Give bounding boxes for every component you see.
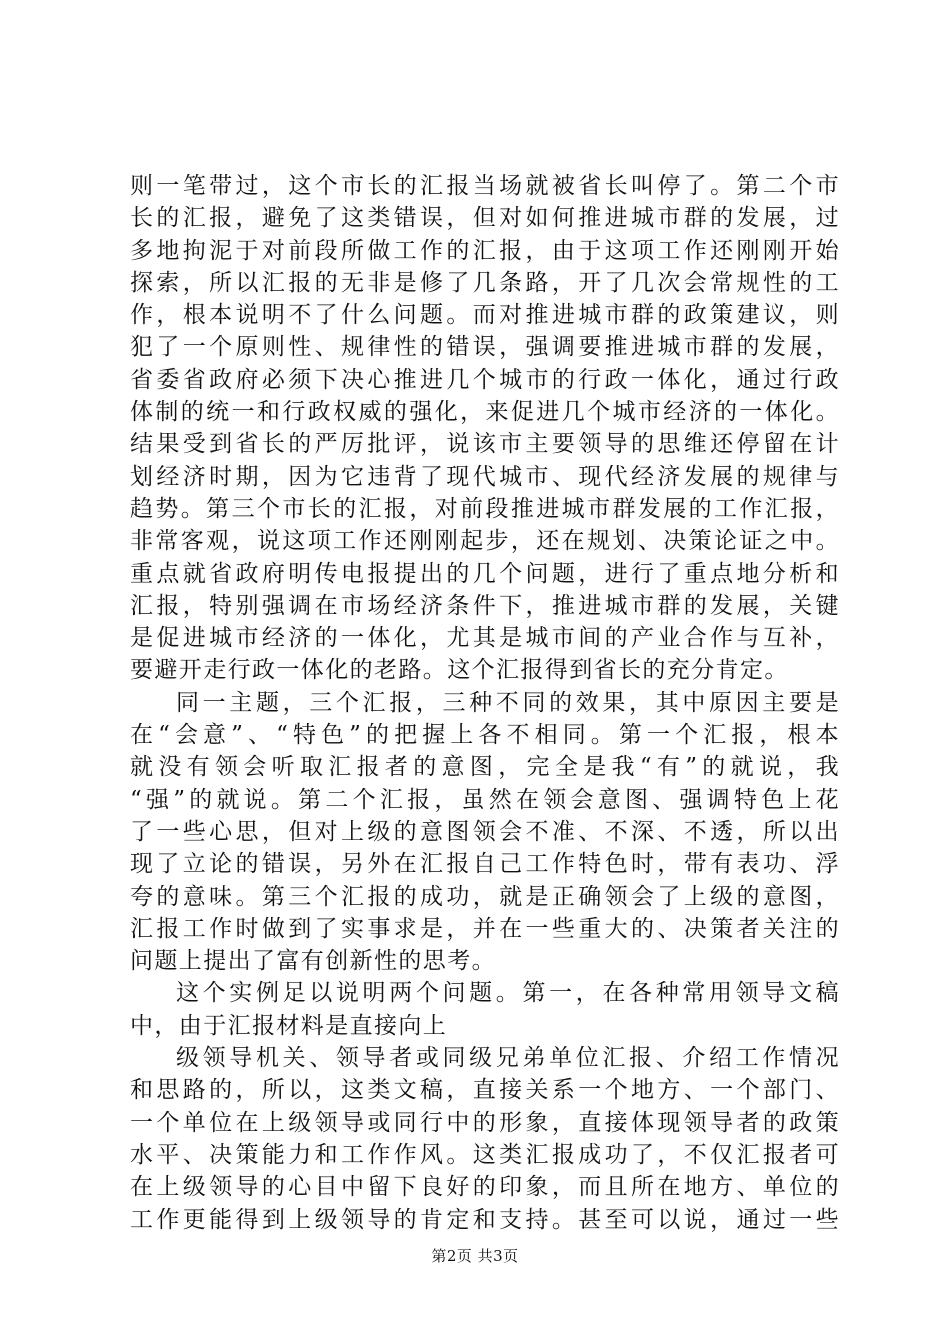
text-line: 要避开走行政一体化的老路。这个汇报得到省长的充分肯定。 <box>130 657 789 684</box>
text-line: 在“会意”、“特色”的把握上各不相同。第一个汇报，根本 <box>130 722 840 749</box>
text-line: 体制的统一和行政权威的强化，来促进几个城市经济的一体化。 <box>130 399 840 426</box>
text-line: 中，由于汇报材料是直接向上 <box>130 1012 448 1039</box>
text-line: 是促进城市经济的一体化，尤其是城市间的产业合作与互补， <box>130 625 840 652</box>
text-line: 水平、决策能力和工作作风。这类汇报成功了，不仅汇报者可 <box>130 1141 840 1168</box>
text-line: 这个实例足以说明两个问题。第一，在各种常用领导文稿 <box>176 980 840 1007</box>
text-line: 同一主题，三个汇报，三种不同的效果，其中原因主要是 <box>176 689 840 716</box>
text-line: 级领导机关、领导者或同级兄弟单位汇报、介绍工作情况 <box>176 1045 840 1072</box>
text-line: 和思路的，所以，这类文稿，直接关系一个地方、一个部门、 <box>130 1077 840 1104</box>
text-line: 一个单位在上级领导或同行中的形象，直接体现领导者的政策 <box>130 1109 840 1136</box>
text-line: 则一笔带过，这个市长的汇报当场就被省长叫停了。第二个市 <box>130 173 840 199</box>
text-line: 非常客观，说这项工作还刚刚起步，还在规划、决策论证之中。 <box>130 528 840 555</box>
text-line: 汇报，特别强调在市场经济条件下，推进城市群的发展，关键 <box>130 592 840 619</box>
text-line: 划经济时期，因为它违背了现代城市、现代经济发展的规律与 <box>130 463 840 490</box>
text-line: 了一些心思，但对上级的意图领会不准、不深、不透，所以出 <box>130 818 840 845</box>
text-line: 犯了一个原则性、规律性的错误，强调要推进城市群的发展， <box>130 334 840 361</box>
document-body <box>130 170 840 1236</box>
text-line: 问题上提出了富有创新性的思考。 <box>130 948 496 975</box>
text-line: “强”的就说。第二个汇报，虽然在领会意图、强调特色上花 <box>130 786 840 813</box>
text-line: 重点就省政府明传电报提出的几个问题，进行了重点地分析和 <box>130 560 840 587</box>
text-line: 作，根本说明不了什么问题。而对推进城市群的政策建议，则 <box>130 302 840 329</box>
text-line: 结果受到省长的严厉批评，说该市主要领导的思维还停留在计 <box>130 431 840 458</box>
text-line: 就没有领会听取汇报者的意图，完全是我“有”的就说，我 <box>130 754 840 781</box>
text-line: 多地拘泥于对前段所做工作的汇报，由于这项工作还刚刚开始 <box>130 237 840 264</box>
text-line: 长的汇报，避免了这类错误，但对如何推进城市群的发展，过 <box>130 205 840 232</box>
text-line: 趋势。第三个市长的汇报，对前段推进城市群发展的工作汇报， <box>130 495 840 522</box>
page-number-footer: 第2页 共3页 <box>431 1247 519 1265</box>
text-line: 现了立论的错误，另外在汇报自己工作特色时，带有表功、浮 <box>130 851 840 878</box>
text-line: 在上级领导的心目中留下良好的印象，而且所在地方、单位的 <box>130 1174 840 1201</box>
text-line: 夸的意味。第三个汇报的成功，就是正确领会了上级的意图， <box>130 883 840 910</box>
text-line: 探索，所以汇报的无非是修了几条路，开了几次会常规性的工 <box>130 269 840 296</box>
text-line: 汇报工作时做到了实事求是，并在一些重大的、决策者关注的 <box>130 915 840 942</box>
text-line: 工作更能得到上级领导的肯定和支持。甚至可以说，通过一些 <box>130 1206 840 1233</box>
text-line: 省委省政府必须下决心推进几个城市的行政一体化，通过行政 <box>130 366 840 393</box>
